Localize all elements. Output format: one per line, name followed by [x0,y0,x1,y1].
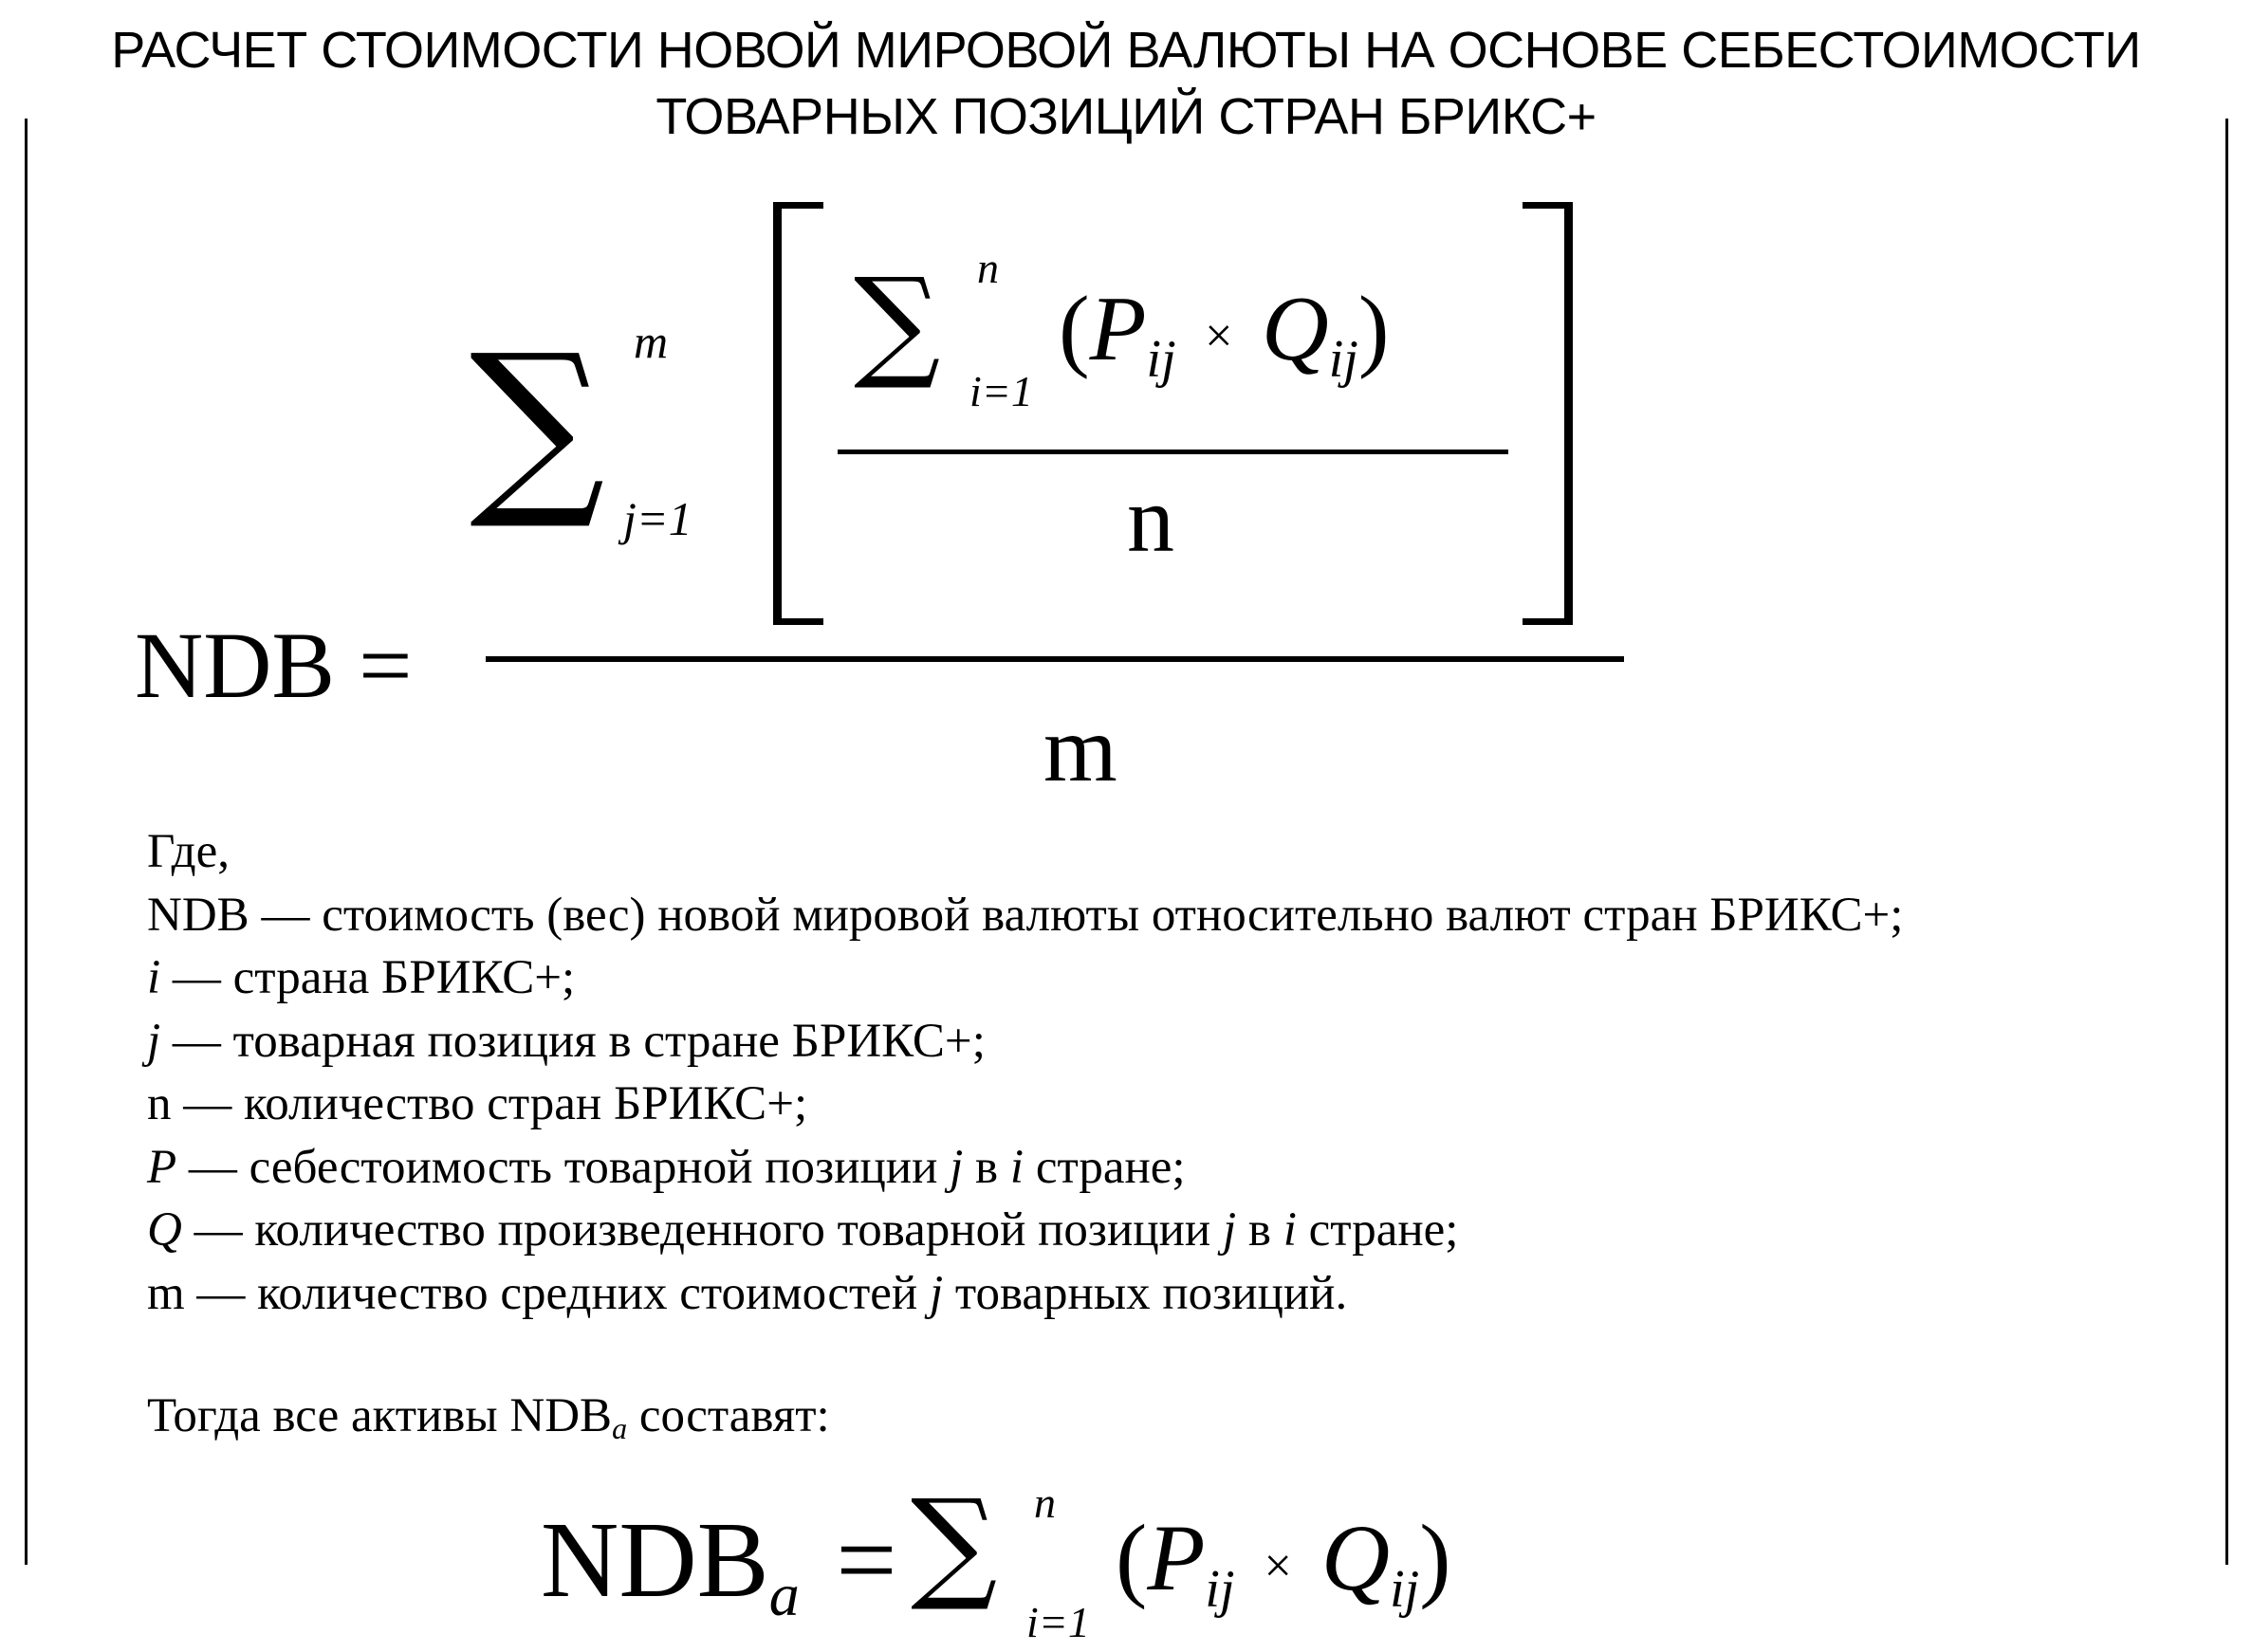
title-line-1: РАСЧЕТ СТОИМОСТИ НОВОЙ МИРОВОЙ ВАЛЮТЫ НА ОСНОВЕ СЕБЕСТОИМОСТИ [111,22,2141,79]
inner-sum-sigma: ∑ [854,252,941,394]
inner-denominator: n [1127,467,1174,572]
legend-item-m [147,1262,1903,1326]
legend-symbol: m [147,1266,185,1320]
var-q: Q [1320,1505,1391,1610]
legend-var: i [1283,1203,1297,1257]
legend-text: — количество произведенного товарной позиции [181,1203,1223,1257]
formula-lhs: NDB = [135,613,413,718]
right-frame-line [2225,119,2228,1565]
legend-symbol: P [147,1140,177,1194]
assets-prefix: Тогда все активы NDB [147,1389,613,1442]
legend-item-n [147,1073,1903,1136]
title-line-2: ТОВАРНЫХ ПОЗИЦИЙ СТРАН БРИКС+ [655,88,1597,145]
legend-var: i [1009,1140,1024,1194]
close-paren: ) [1419,1505,1451,1610]
legend-var: j [929,1266,944,1320]
legend-symbol: j [147,1014,161,1068]
assets-sentence [147,1385,830,1452]
assets-suffix: составят: [627,1389,830,1442]
outer-fraction-bar [486,656,1624,662]
var-p-sub: ij [1146,330,1176,389]
inner-expression [1059,278,1390,389]
left-bracket [773,202,823,625]
assets-sum-upper: n [1034,1478,1056,1527]
var-q-sub: ij [1328,330,1358,389]
close-paren: ) [1357,278,1390,380]
legend-symbol: i [147,951,161,1004]
inner-fraction-bar [838,450,1508,454]
legend-text: — количество стран БРИКС+; [171,1077,808,1130]
legend-item-p [147,1136,1903,1200]
times-sign: × [1205,309,1233,363]
legend-item-q [147,1199,1903,1262]
page-title [0,17,2252,150]
legend-var: j [1222,1203,1237,1257]
legend-text: стране; [1024,1140,1186,1194]
assets-lhs-main: NDB [541,1499,769,1620]
var-p-sub: ij [1205,1560,1235,1619]
outer-denominator: m [1043,696,1117,801]
legend-text: — страна БРИКС+; [160,951,576,1004]
assets-lhs [541,1499,897,1628]
legend-symbol: n [147,1077,172,1130]
assets-sum-lower: i=1 [1026,1598,1090,1646]
assets-lhs-sub: a [768,1561,800,1628]
legend-text: в [1236,1203,1283,1257]
legend-text: — товарная позиция в стране БРИКС+; [160,1014,986,1068]
legend-symbol: NDB [147,888,249,942]
outer-sum-upper: m [634,315,669,368]
legend-item-j [147,1010,1903,1074]
assets-expression [1116,1505,1451,1619]
times-sign: × [1264,1539,1292,1593]
assets-sub: a [612,1411,628,1445]
legend-intro: Где, [147,825,230,878]
legend [147,820,1903,1325]
assets-equals: = [836,1499,897,1620]
legend-symbol: Q [147,1203,182,1257]
outer-sum-lower: j=1 [623,492,692,545]
var-q-sub: ij [1390,1560,1420,1619]
open-paren: ( [1116,1505,1148,1610]
legend-text: стране; [1296,1203,1459,1257]
var-q: Q [1261,278,1329,380]
open-paren: ( [1059,278,1090,380]
legend-item-i [147,946,1903,1010]
inner-sum-upper: n [977,244,999,292]
legend-text: — количество средних стоимостей [184,1266,930,1320]
legend-text: товарных позиций. [943,1266,1348,1320]
left-frame-line [25,119,28,1565]
legend-text: в [963,1140,1010,1194]
var-p: P [1089,278,1147,380]
var-p: P [1147,1505,1206,1610]
assets-sum-sigma: ∑ [911,1474,998,1615]
right-bracket [1523,202,1573,625]
inner-sum-lower: i=1 [969,367,1033,415]
legend-item-ndb [147,884,1903,947]
legend-var: j [950,1140,964,1194]
outer-sum-sigma: ∑ [470,314,605,535]
legend-text: — стоимость (вес) новой мировой валюты относительно валют стран БРИКС+; [249,888,1904,942]
legend-text: — себестоимость товарной позиции [176,1140,951,1194]
